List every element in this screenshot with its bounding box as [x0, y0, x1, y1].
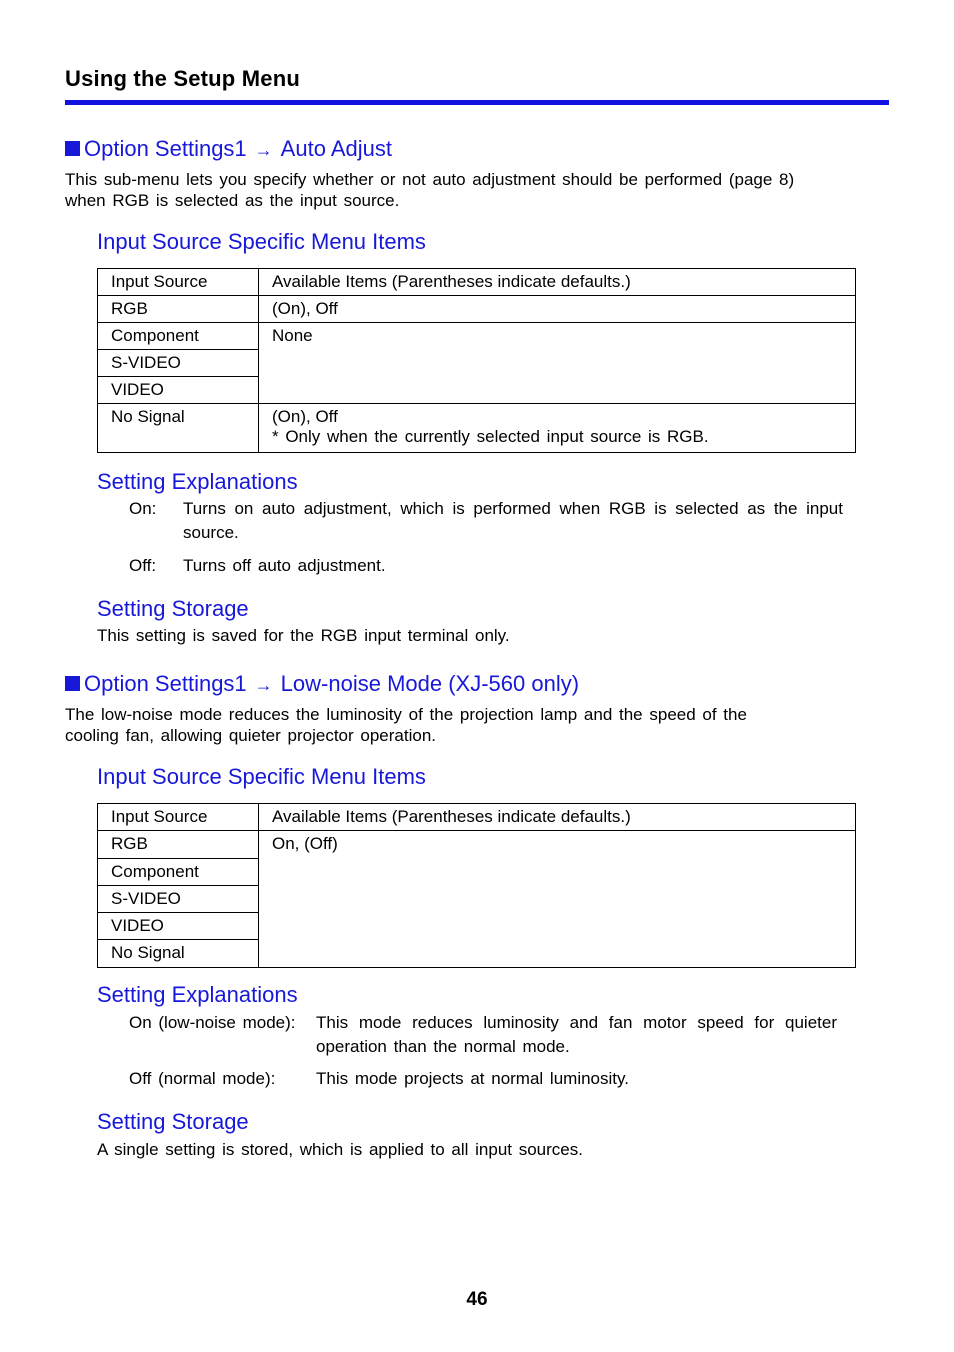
table-cell: [259, 404, 856, 453]
table-row: [98, 404, 856, 453]
square-bullet-icon: [65, 676, 80, 691]
section2-intro-line2: cooling fan, allowing quieter projector operation.: [65, 726, 437, 745]
section1-title-part1: Option Settings1: [84, 136, 247, 161]
section2-title-part2: Low-noise Mode (XJ-560 only): [280, 671, 580, 696]
section1-title-part2: Auto Adjust: [280, 136, 392, 161]
table-row: [98, 323, 856, 350]
table-cell: No Signal: [98, 940, 259, 968]
header-rule: [65, 100, 889, 105]
section2-title-part1: Option Settings1: [84, 671, 247, 696]
table-cell: S-VIDEO: [98, 886, 259, 913]
table-header-row: [98, 804, 856, 831]
section2-on-desc-line2: operation than the normal mode.: [316, 1037, 570, 1056]
table-cell: On, (Off): [259, 831, 856, 968]
section1-storage-text: This setting is saved for the RGB input terminal only.: [97, 626, 510, 645]
section2-on-term: On (low-noise mode):: [129, 1013, 296, 1032]
table-row: [98, 831, 856, 859]
table-cell-note: * Only when the currently selected input source is RGB.: [272, 427, 709, 446]
page-number: 46: [466, 1289, 488, 1310]
section1-off-desc: Turns off auto adjustment.: [183, 556, 386, 575]
table-cell: VIDEO: [98, 377, 259, 404]
section1-on-desc-line2: source.: [183, 523, 239, 542]
table-cell: RGB: [98, 831, 259, 859]
section2-table: [97, 803, 856, 968]
page-header-title: Using the Setup Menu: [65, 66, 300, 91]
table-cell: VIDEO: [98, 913, 259, 940]
table-cell: None: [259, 323, 856, 404]
table-header-cell: Input Source: [98, 269, 259, 296]
section2-intro-line1: The low-noise mode reduces the luminosity of the projection lamp and the speed of the: [65, 705, 747, 724]
section2-intro: [65, 704, 747, 746]
section1-on-desc: [183, 497, 843, 545]
table-cell-line: (On), Off: [272, 407, 338, 426]
section1-on-desc-line1: Turns on auto adjustment, which is performed when RGB is selected as the input: [183, 499, 843, 518]
section1-on-term: On:: [129, 499, 157, 518]
table-header-row: [98, 269, 856, 296]
section2-off-desc: This mode projects at normal luminosity.: [316, 1069, 629, 1088]
square-bullet-icon: [65, 141, 80, 156]
section2-on-desc: [316, 1011, 837, 1059]
section1-menu-items-heading: Input Source Specific Menu Items: [97, 229, 426, 254]
arrow-right-icon: →: [254, 140, 273, 160]
section2-explanations-heading: Setting Explanations: [97, 982, 298, 1007]
section1-intro: [65, 169, 794, 211]
section2-storage-text: A single setting is stored, which is applied to all input sources.: [97, 1140, 583, 1159]
table-cell: (On), Off: [259, 296, 856, 323]
section1-intro-line2: when RGB is selected as the input source.: [65, 191, 400, 210]
arrow-right-icon: →: [254, 675, 273, 695]
section2-title: [65, 671, 579, 697]
table-header-cell: Input Source: [98, 804, 259, 831]
section1-intro-line1: This sub-menu lets you specify whether or not auto adjustment should be performed (page 8): [65, 170, 795, 189]
table-cell: No Signal: [98, 404, 259, 453]
table-row: [98, 296, 856, 323]
section1-explanations-heading: Setting Explanations: [97, 469, 298, 494]
section1-title: [65, 136, 392, 162]
section2-storage-heading: Setting Storage: [97, 1109, 249, 1134]
section2-menu-items-heading: Input Source Specific Menu Items: [97, 764, 426, 789]
table-header-cell: Available Items (Parentheses indicate defaults.): [259, 804, 856, 831]
table-cell: Component: [98, 859, 259, 886]
table-header-cell: Available Items (Parentheses indicate defaults.): [259, 269, 856, 296]
section2-off-term: Off (normal mode):: [129, 1069, 276, 1088]
table-cell: S-VIDEO: [98, 350, 259, 377]
section1-storage-heading: Setting Storage: [97, 596, 249, 621]
section1-off-term: Off:: [129, 556, 157, 575]
table-cell: Component: [98, 323, 259, 350]
section2-on-desc-line1: This mode reduces luminosity and fan motor speed for quieter: [316, 1013, 837, 1032]
table-cell: RGB: [98, 296, 259, 323]
section1-table: [97, 268, 856, 453]
